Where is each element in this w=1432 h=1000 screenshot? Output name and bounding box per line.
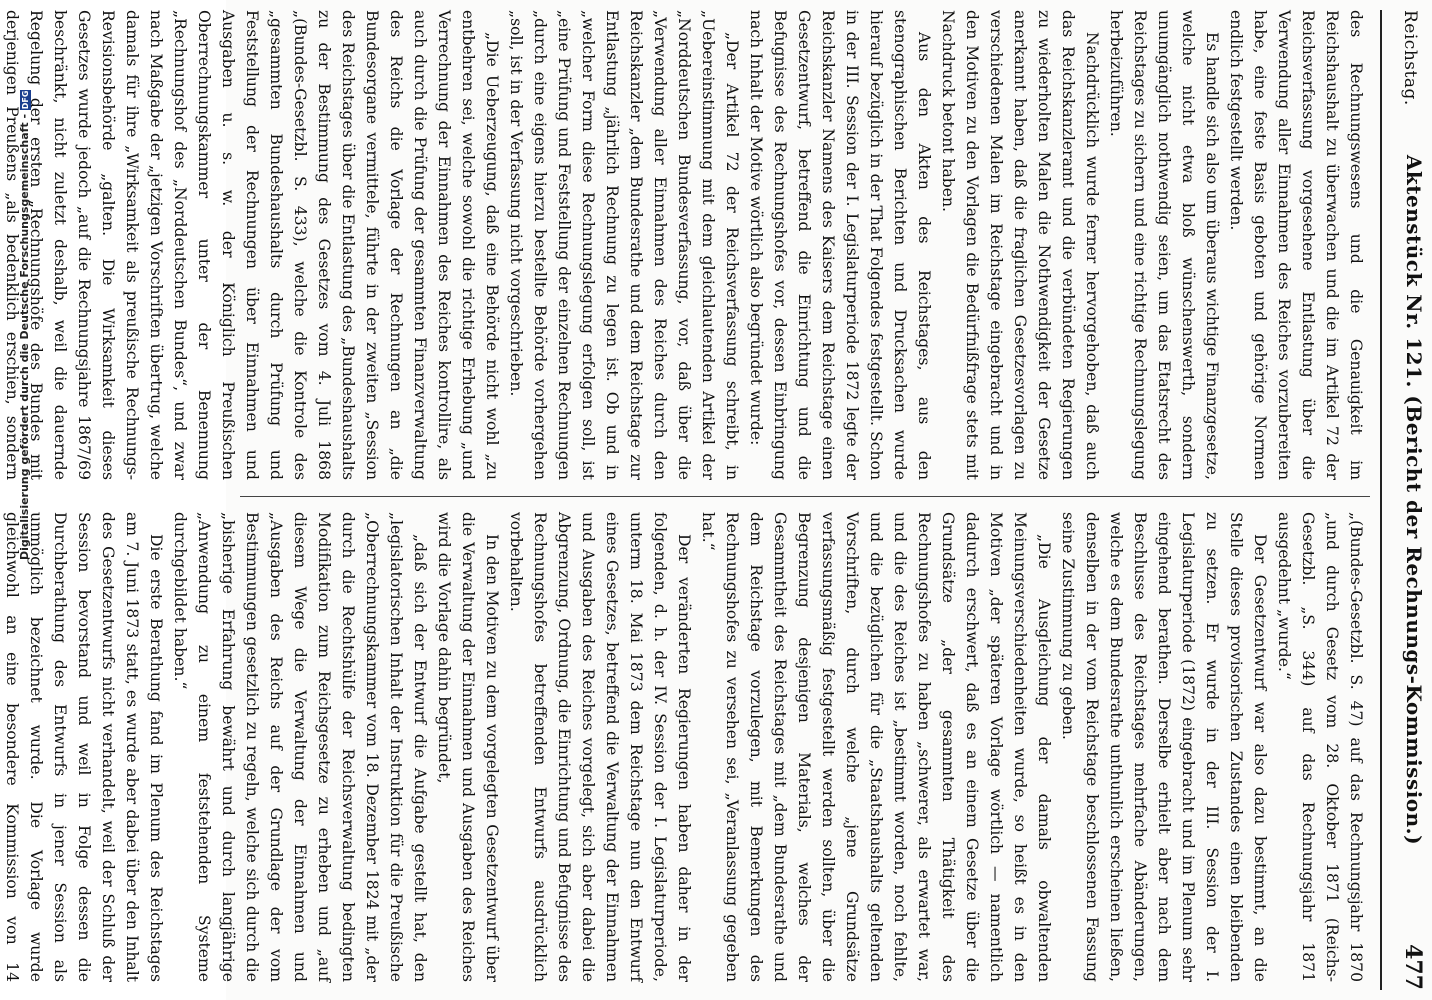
paragraph: „Die Ueberzeugung, daß eine Behörde nicht wohl „zu entbehren sei, welche sowohl die richtige Erhebung „und Verrechnung der Einnahmen des Reiches kontrollire, als auch durch die Prüfung der gesammten Finanzverwaltung des Reichs die Vorlage der Rechnungen an „die Bundesorgane vermittele, führte in der zweiten „Session des Reichstages über die Entlastung des „Bundeshaushalts zu der Bestimmung des Gesetzes vom 4. Juli 1868 „(Bundes-Gesetzbl. S. 433), welche die Kontrole des „gesammten Bundeshaushalts durch Prüfung und Feststellung der Rechnungen über Einnahmen und Ausgaben u. s. w. der Königlich Preußischen Oberrechnungskammer unter der Benennung „Rechnungshof des „Norddeutschen Bundes“, und zwar nach Maßgabe der „jetzigen Vorschriften übertrug, welche damals für ihre „Wirksamkeit als preußische Rechnungs-Revisionsbehörde „galten. Die Wirksamkeit dieses Gesetzes wurde jedoch „auf die Rechnungsjahre 1867/69 beschränkt, nicht zuletzt deshalb, weil die dauernde Regelung der ersten „Rechnungshöfe des Bundes mit derjenigen Preußens „als bedenklich erschien, sondern [3, 10, 501, 480]
header-rule [1380, 10, 1382, 990]
header-section: Reichstag. [1400, 10, 1420, 106]
paragraph: „daß sich der Entwurf die Aufgabe gestellt hat, den „legislatorischen Inhalt der Instruktion für die Preußische „Oberrechnungskammer vom 18. Dezember 1824 mit „der durch die Rechtshülfe der Reichsverwaltung bedingten Modifikation zum Reichsgesetze zu erheben und „auf diesem Wege die Verwaltung der Einnahmen und „Ausgaben des Reichs auf der Grundlage der vom Bestimmungen gesetzlich zu regeln, welche sich durch die „bisherige Erfahrung bewährt und durch langjährige „Anwendung zu einem feststehenden Systeme durchgebildet haben.“ [171, 512, 429, 982]
paragraph: „(Bundes-Gesetzbl. S. 47) auf das Rechnungsjahr 1870 „und durch Gesetz vom 28. Oktober 1871 (Reichs-Gesetzbl. „S. 344) auf das Rechnungsjahr 1871 ausgedehnt „wurde.“ [1275, 512, 1365, 982]
paragraph: Aus den Akten des Reichstages, aus den stenographischen Berichten und Drucksachen wurde hierauf bezüglich in der That Folgendes festgestellt. Schon in der III. Session der I. Legislaturperiode 1872 legte der Reichskanzler Namens des Kaisers dem Reichstage einen Gesetzentwurf, betreffend die Einrichtung und die Befugnisse des Rechnungshofes vor, dessen Einbringung nach Inhalt der Motive wörtlich also begründet wurde: [747, 10, 933, 480]
right-column [3, 512, 1368, 982]
paragraph: „Der Artikel 72 der Reichsverfassung schreibt, in „Uebereinstimmung mit dem gleichlautenden Artikel der „Norddeutschen Bundesverfassung, vor, daß über die „Verwendung aller Einnahmen des Reiches durch den Reichskanzler „dem Bundesrathe und dem Reichstage zur Entlastung „jährlich Rechnung zu legen ist. Ob und in „welcher Form diese Rechnungslegung erfolgen soll, ist „eine Prüfung und Feststellung der einzelnen Rechnungen „durch eine eigens hierzu bestellte Behörde vorhergehen „soll, ist in der Verfassung nicht vorgeschrieben. [507, 10, 741, 480]
page-number: 477 [1400, 944, 1426, 990]
paragraph: In den Motiven zu dem vorgelegten Gesetzentwurf über die Verwaltung der Einnahmen und Ausgaben des Reiches wird die Vorlage dahin begründet, [435, 512, 501, 982]
dfg-logo-icon: DFG [20, 90, 30, 110]
paragraph: „Die Ausgleichung der damals obwaltenden Meinungsverschiedenheiten wurde, so heißt es in den Motiven „der späteren Vorlage wörtlich — namentlich dadurch erschwert, daß es an einem Gesetze über die Grundsätze „der gesammten Thätigkeit des Rechnungshofes zu haben „schwerer, als erwartet war, und die des Reiches ist „bestimmt worden, noch fehlte, und die bezüglichen für die „Staatshaushalts geltenden Vorschriften, durch welche „jene Grundsätze verfassungsmäßig festgestellt werden sollten, über die Begrenzung desjenigen Materials, welches der Gesammtheit des Reichstages mit „dem Bundesrathe und dem Reichstage vorzulegen, mit Bemerkungen des Rechnungshofes zu versehen sei, „Veranlassung gegeben hat.“ [699, 512, 1053, 982]
paragraph: Nachdrücklich wurde ferner hervorgehoben, daß auch das Reichskanzleramt und die verbündeten Regierungen zu wiederholten Malen die Nothwendigkeit der Gesetze anerkannt haben, daß die fraglichen Gesetzesvorlagen zu verschiedenen Malen im Reichstage eingebracht und in den Motiven zu den Vorlagen die Bedürfnißfrage stets mit Nachdruck betont haben. [939, 10, 1101, 480]
paragraph: des Rechnungswesens und die Genauigkeit im Reichshaushalt zu überwachen und die im Artikel 72 der Reichsverfassung vorgesehene Entlastung über die Verwendung aller Einnahmen des Reiches vorzubereiten habe, eine feste Basis geboten und gehörige Normen endlich festgestellt werden. [1227, 10, 1365, 480]
page-header [1384, 10, 1426, 990]
paragraph: Der Gesetzentwurf war also dazu bestimmt, an die Stelle dieses provisorischen Zustandes einen bleibenden zu setzen. Er wurde in der III. Session der I. Legislaturperiode (1872) eingebracht und im Plenum sehr eingehend berathen. Derselbe erhielt aber nach dem Beschlusse des Reichstages mehrfache Abänderungen, welche es dem Bundesrathe unthunlich erscheinen ließen, denselben in der vom Reichstage beschlossenen Fassung seine Zustimmung zu geben. [1059, 512, 1269, 982]
column-divider [240, 496, 1370, 497]
paragraph: Die erste Berathung fand im Plenum des Reichstages am 7. Juni 1873 statt, es wurde aber dabei über den Inhalt des Gesetzentwurfs nicht verhandelt, weil der Schluß der Session bevorstand und weil in Folge dessen die Durchberathung des Entwurfs in jener Session als unmöglich bezeichnet wurde. Die Vorlage wurde gleichwohl an eine besondere Kommission von 14 [3, 512, 165, 982]
header-title: Aktenstück Nr. 121. (Bericht der Rechnungs-Kommission.) [1402, 154, 1426, 846]
paragraph: Der veränderten Regierungen haben daher in der folgenden, d. h. der IV. Session der I. Legislaturperiode, unterm 18. Mai 1873 dem Reichstage nun den Entwurf eines Gesetzes, betreffend die Verwaltung der Einnahmen und Ausgaben des Reiches vorgelegt, sich aber dabei die Abgrenzung, Ordnung, die Einrichtung und Befugnisse des Rechnungshofes betreffenden Entwurfs ausdrücklich vorbehalten. [507, 512, 693, 982]
credit-label: Digitalisierung gefördert durch die Deutsche Forschungsgemeinschaft - [18, 113, 31, 560]
paragraph: Es handle sich also um überaus wichtige Finanzgesetze, welche nicht etwa bloß wünschenswerth, sondern unumgänglich nothwendig seien, um das Etatsrecht des Reichstages zu sichern und eine richtige Rechnungslegung herbeizuführen. [1107, 10, 1221, 480]
